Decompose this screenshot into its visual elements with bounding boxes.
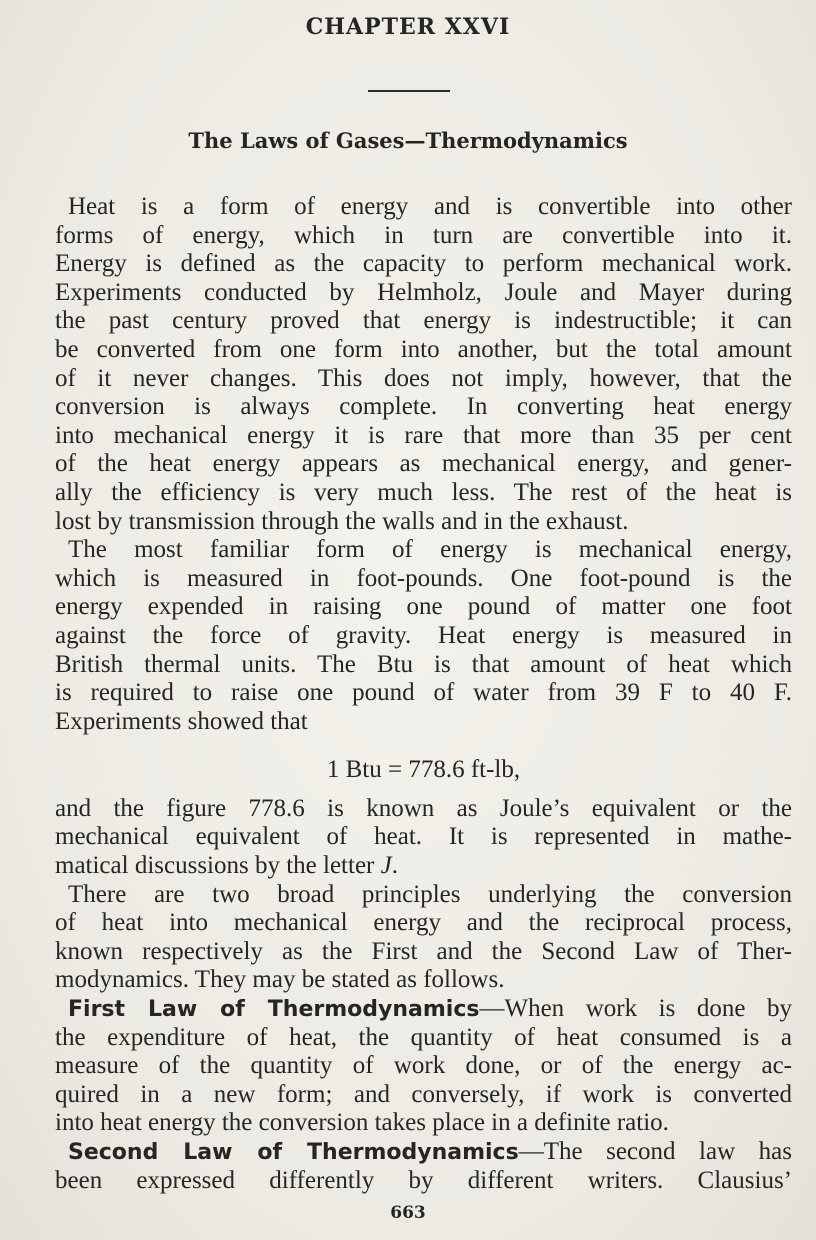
text-segment: into mechanical energy it is rare that more than 35 per cent — [55, 421, 792, 449]
text-line — [55, 995, 792, 1024]
bold-run-in-heading: Second Law of Thermodynamics — [68, 1140, 519, 1165]
text-segment: Experiments conducted by Helmholz, Joule and Mayer during — [55, 278, 792, 306]
body-text — [55, 193, 792, 1195]
text-segment: mechanical equivalent of heat. It is represented in mathe- — [55, 823, 792, 851]
text-line — [55, 307, 792, 336]
text-segment: against the force of gravity. Heat energy is measured in — [55, 621, 792, 649]
text-line — [55, 536, 792, 565]
text-segment: —The second law has — [518, 1138, 792, 1165]
text-segment: modynamics. They may be stated as follows. — [55, 966, 505, 994]
text-line — [55, 708, 792, 737]
text-line — [55, 422, 792, 451]
text-segment: which is measured in foot-pounds. One foot-pound is the — [55, 564, 792, 592]
text-line — [55, 1052, 792, 1081]
text-segment: be converted from one form into another, but the total amount — [55, 335, 792, 363]
text-line — [55, 852, 792, 881]
text-line — [55, 1024, 792, 1053]
text-line — [55, 909, 792, 938]
text-segment: Experiments showed that — [55, 707, 308, 735]
text-line — [55, 881, 792, 910]
text-line — [55, 450, 792, 479]
text-line — [55, 622, 792, 651]
text-segment: There are two broad principles underlying the conversion — [68, 880, 792, 908]
text-segment: 1 Btu = 778.6 ft-lb, — [326, 756, 521, 784]
text-segment: forms of energy, which in turn are convertible into it. — [55, 221, 792, 249]
text-segment: . — [391, 852, 398, 880]
text-segment: measure of the quantity of work done, or of the energy ac- — [55, 1052, 792, 1080]
text-line — [55, 193, 792, 222]
text-segment: the expenditure of heat, the quantity of heat consumed is a — [55, 1023, 792, 1051]
equation-line — [55, 756, 792, 785]
text-segment: the past century proved that energy is indestructible; it can — [55, 307, 792, 335]
text-segment: into heat energy the conversion takes place in a definite ratio. — [55, 1109, 669, 1137]
text-line — [55, 966, 792, 995]
text-segment: been expressed differently by different writers. Clausius’ — [55, 1166, 792, 1194]
text-segment: of heat into mechanical energy and the reciprocal process, — [55, 909, 792, 937]
page-number: 663 — [390, 1203, 426, 1223]
text-segment: Heat is a form of energy and is convertible into other — [68, 193, 792, 220]
text-segment: and the figure 778.6 is known as Joule’s equivalent or the — [55, 794, 792, 822]
text-segment: known respectively as the First and the Second Law of Ther- — [55, 937, 792, 965]
text-segment: of it never changes. This does not imply, however, that the — [55, 364, 792, 392]
text-line — [55, 593, 792, 622]
text-line — [55, 1081, 792, 1110]
italic-symbol: J — [380, 852, 392, 880]
text-line — [55, 938, 792, 967]
text-line — [55, 651, 792, 680]
text-segment: conversion is always complete. In converting heat energy — [55, 393, 792, 421]
text-segment: lost by transmission through the walls and in the exhaust. — [55, 507, 629, 535]
divider-rule — [368, 90, 450, 92]
text-line — [55, 565, 792, 594]
text-segment: The most familiar form of energy is mechanical energy, — [68, 536, 792, 564]
text-segment: —When work is done by — [479, 995, 793, 1023]
text-line — [55, 679, 792, 708]
chapter-heading: CHAPTER XXVI — [305, 14, 511, 40]
text-line — [55, 1109, 792, 1138]
text-line — [55, 795, 792, 824]
text-line — [55, 1167, 792, 1196]
text-segment: is required to raise one pound of water from 39 F to 40 F. — [55, 679, 792, 707]
text-line — [55, 336, 792, 365]
text-line — [55, 508, 792, 537]
section-title: The Laws of Gases—Thermodynamics — [188, 128, 628, 153]
text-line — [55, 250, 792, 279]
text-line — [55, 279, 792, 308]
text-segment: of the heat energy appears as mechanical energy, and gener- — [55, 450, 792, 478]
text-line — [55, 393, 792, 422]
text-segment: Energy is defined as the capacity to perform mechanical work. — [55, 250, 792, 278]
text-segment: matical discussions by the letter — [55, 852, 381, 880]
text-segment: energy expended in raising one pound of matter one foot — [55, 593, 792, 621]
bold-run-in-heading: First Law of Thermodynamics — [68, 997, 480, 1023]
text-segment: British thermal units. The Btu is that amount of heat which — [55, 650, 792, 678]
text-line — [55, 365, 792, 394]
text-segment: quired in a new form; and conversely, if work is converted — [55, 1080, 792, 1108]
text-line — [55, 222, 792, 251]
text-line — [55, 479, 792, 508]
text-segment: ally the efficiency is very much less. The rest of the heat is — [55, 478, 792, 506]
text-line — [55, 1138, 792, 1167]
text-line — [55, 823, 792, 852]
